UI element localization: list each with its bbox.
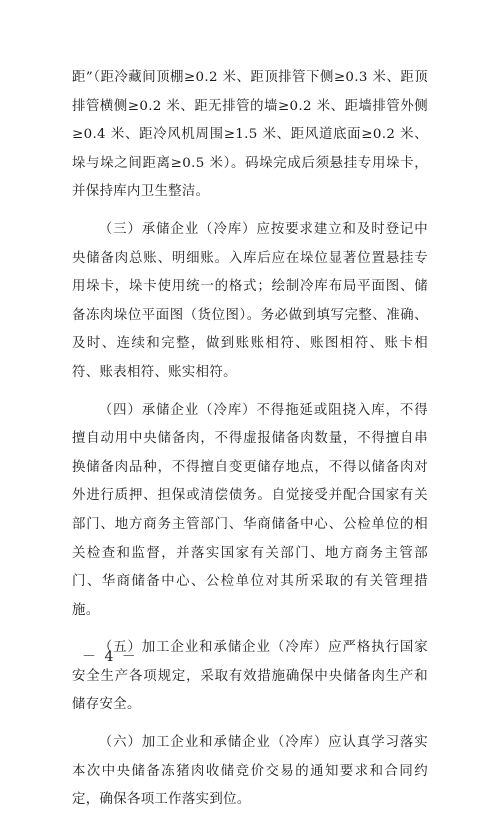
paragraph-section-3: （三）承储企业（冷库）应按要求建立和及时登记中央储备肉总账、明细账。入库后应在垛位显著位置悬挂专用垛卡，垛卡使用统一的格式；绘制冷库布局平面图、储备冻肉垛位平面图（货位图）。务必做到填写完整、准确、及时、连续和完整，做到账账相符、账图相符、账卡相符、账表相符、账实相符。 — [72, 221, 428, 380]
paragraph-section-6: （六）加工企业和承储企业（冷库）应认真学习落实本次中央储备冻猪肉收储竞价交易的通知要求和合同约定，确保各项工作落实到位。 — [72, 735, 428, 808]
paragraph-storage-distance: 距”（距冷藏间顶棚≥0.2 米、距顶排管下侧≥0.3 米、距顶排管横侧≥0.2 米、距无排管的墙≥0.2 米、距墙排管外侧≥0.4 米、距冷风机周围≥1.5 米、距风道底面≥0.2 米、垛与垛之间距离≥0.5 米）。码垛完成后须悬挂专用垛卡，并保持库内卫生整洁。 — [72, 70, 428, 200]
paragraph-section-5: （五）加工企业和承储企业（冷库）应严格执行国家安全生产各项规定，采取有效措施确保中央储备肉生产和储存安全。 — [72, 640, 428, 713]
page-number: － 4 － — [82, 649, 138, 665]
paragraph-section-4: （四）承储企业（冷库）不得拖延或阻挠入库，不得擅自动用中央储备肉，不得虚报储备肉数量，不得擅自串换储备肉品种，不得擅自变更储存地点，不得以储备肉对外进行质押、担保或清偿债务。自觉接受并配合国家有关部门、地方商务主管部门、华商储备中心、公检单位的相关检查和监督，并落实国家有关部门、地方商务主管部门、华商储备中心、公检单位对其所采取的有关管理措施。 — [72, 402, 428, 618]
